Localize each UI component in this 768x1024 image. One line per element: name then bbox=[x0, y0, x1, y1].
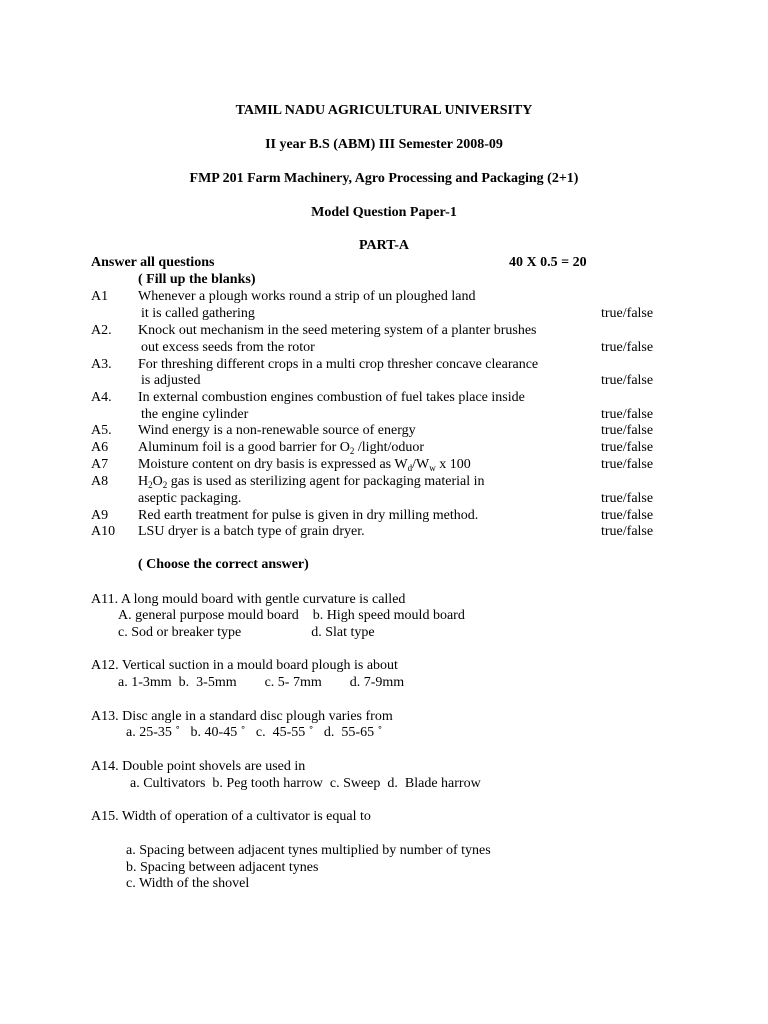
question-code: A5. bbox=[91, 423, 112, 438]
true-false-label: true/false bbox=[601, 491, 654, 506]
mcq-options: a. 1-3mm b. 3-5mm c. 5- 7mm d. 7-9mm bbox=[118, 675, 405, 690]
true-false-label: true/false bbox=[601, 508, 654, 523]
question-text: aseptic packaging. bbox=[138, 491, 242, 506]
question-code: A10 bbox=[91, 524, 116, 539]
mcq-question: A14. Double point shovels are used in bbox=[91, 759, 306, 774]
marks-scheme: 40 X 0.5 = 20 bbox=[509, 255, 587, 270]
question-code: A6 bbox=[91, 440, 109, 455]
question-text: is adjusted bbox=[141, 373, 201, 388]
question-text: out excess seeds from the rotor bbox=[141, 340, 315, 355]
question-text: Moisture content on dry basis is expressed as $W_d/W_w$ x 100 bbox=[138, 457, 471, 473]
question-code: A4. bbox=[91, 390, 112, 405]
question-code: A1 bbox=[91, 289, 109, 304]
mcq-options: a. Spacing between adjacent tynes multiplied by number of tynes bbox=[126, 843, 491, 858]
true-false-label: true/false bbox=[601, 306, 654, 321]
mcq-options: A. general purpose mould board b. High speed mould board bbox=[118, 608, 465, 623]
true-false-label: true/false bbox=[601, 373, 654, 388]
mcq-question: A15. Width of operation of a cultivator is equal to bbox=[91, 809, 371, 824]
question-code: A7 bbox=[91, 457, 109, 472]
true-false-label: true/false bbox=[601, 340, 654, 355]
answer-all-instruction: Answer all questions bbox=[91, 255, 215, 270]
question-text: In external combustion engines combustion of fuel takes place inside bbox=[138, 390, 525, 405]
question-code: A9 bbox=[91, 508, 109, 523]
part-title: PART-A bbox=[358, 238, 410, 253]
true-false-label: true/false bbox=[601, 457, 654, 472]
mcq-options: a. 25-35 ˚ b. 40-45 ˚ c. 45-55 ˚ d. 55-65 ˚ bbox=[126, 725, 383, 740]
mcq-question: A13. Disc angle in a standard disc plough varies from bbox=[91, 709, 393, 724]
choose-answer-heading: ( Choose the correct answer) bbox=[138, 557, 309, 572]
question-text: the engine cylinder bbox=[141, 407, 249, 422]
question-text: LSU dryer is a batch type of grain dryer. bbox=[138, 524, 365, 539]
true-false-label: true/false bbox=[601, 423, 654, 438]
mcq-question: A11. A long mould board with gentle curvature is called bbox=[91, 592, 406, 607]
mcq-options: b. Spacing between adjacent tynes bbox=[126, 860, 319, 875]
mcq-options: c. Width of the shovel bbox=[126, 876, 250, 891]
question-code: A2. bbox=[91, 323, 112, 338]
question-text: Whenever a plough works round a strip of un ploughed land bbox=[138, 289, 476, 304]
question-text: it is called gathering bbox=[141, 306, 255, 321]
question-text: For threshing different crops in a multi crop thresher concave clearance bbox=[138, 357, 539, 372]
question-text: Wind energy is a non-renewable source of energy bbox=[138, 423, 416, 438]
year-semester: II year B.S (ABM) III Semester 2008-09 bbox=[265, 137, 503, 152]
mcq-options: c. Sod or breaker type d. Slat type bbox=[118, 625, 375, 640]
question-text: Knock out mechanism in the seed metering system of a planter brushes bbox=[138, 323, 537, 338]
mcq-options: a. Cultivators b. Peg tooth harrow c. Sweep d. Blade harrow bbox=[130, 776, 481, 791]
fill-blanks-heading: ( Fill up the blanks) bbox=[138, 272, 256, 287]
question-code: A3. bbox=[91, 357, 112, 372]
question-code: A8 bbox=[91, 474, 109, 489]
true-false-label: true/false bbox=[601, 440, 654, 455]
paper-title: Model Question Paper-1 bbox=[311, 205, 457, 220]
course-title: FMP 201 Farm Machinery, Agro Processing and Packaging (2+1) bbox=[189, 171, 579, 186]
true-false-label: true/false bbox=[601, 524, 654, 539]
mcq-question: A12. Vertical suction in a mould board plough is about bbox=[91, 658, 398, 673]
question-text: $H_2O_2$ gas is used as sterilizing agent for packaging material in bbox=[138, 474, 485, 490]
question-text: Aluminum foil is a good barrier for $O_2$ /light/oduor bbox=[138, 440, 425, 456]
university-title: TAMIL NADU AGRICULTURAL UNIVERSITY bbox=[235, 103, 533, 118]
true-false-label: true/false bbox=[601, 407, 654, 422]
question-text: Red earth treatment for pulse is given in dry milling method. bbox=[138, 508, 479, 523]
